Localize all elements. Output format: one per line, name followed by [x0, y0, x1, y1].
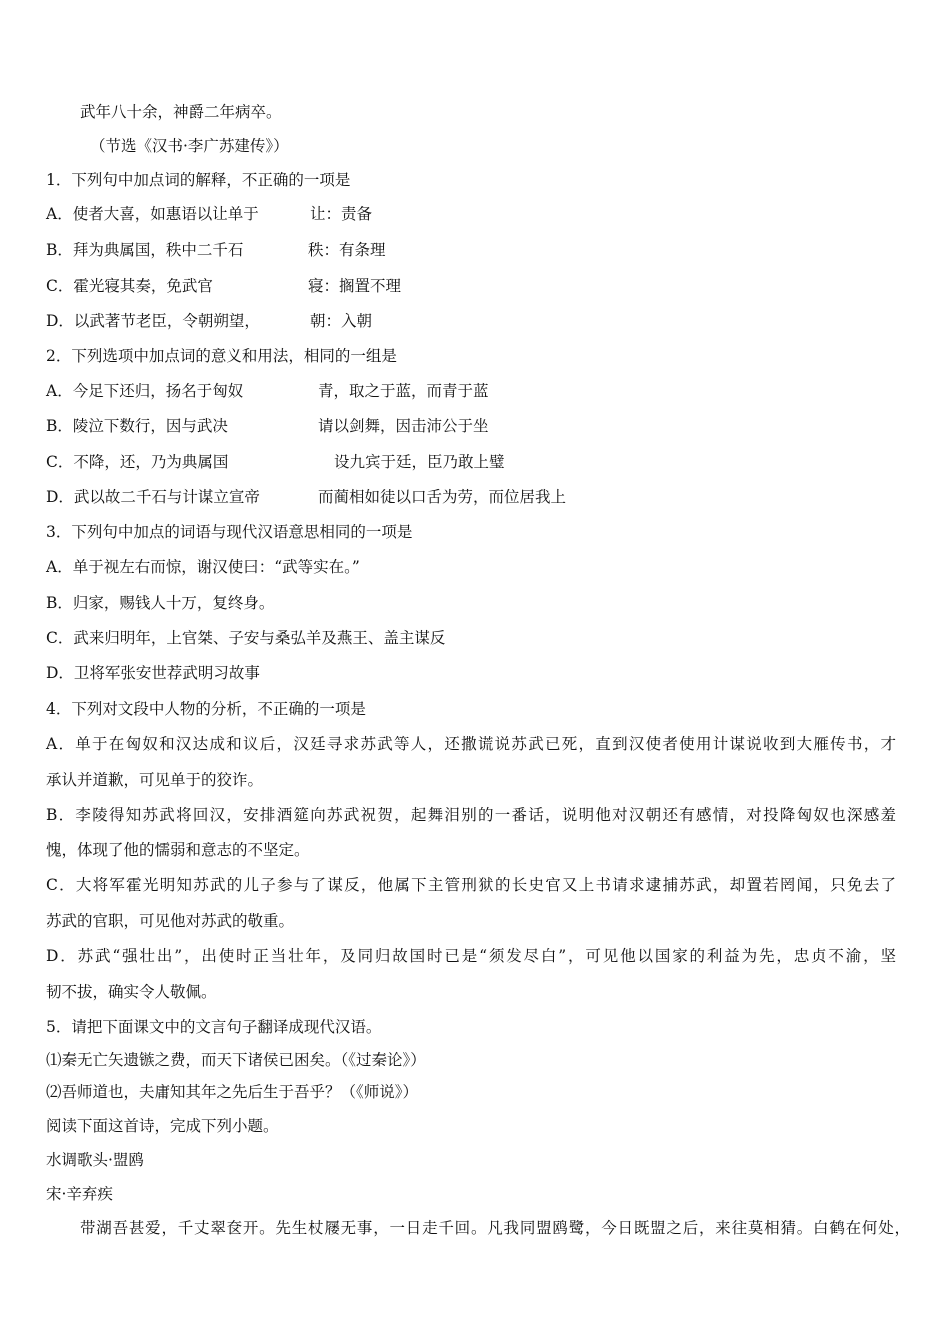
passage-source: （节选《汉书·李广苏建传》）	[90, 137, 289, 155]
q5-sentence-1: ⑴秦无亡矢遗镞之费，而天下诸侯已困矣。（《过秦论》）	[46, 1051, 426, 1069]
q2-option-c-text: C．不降，还，乃为典属国	[46, 453, 229, 471]
q3-option-d: D．卫将军张安世荐武明习故事	[46, 664, 260, 682]
q2-option-b-compare: 请以剑舞，因击沛公于坐	[318, 417, 489, 435]
question-3-stem: 3．下列句中加点的词语与现代汉语意思相同的一项是	[46, 523, 413, 541]
q1-option-c-text: C．霍光寝其奏，免武官	[46, 277, 213, 295]
q4-option-a-line-2: 承认并道歉，可见单于的狡诈。	[46, 771, 264, 789]
q2-option-b-text: B．陵泣下数行，因与武决	[46, 417, 228, 435]
poem-title: 水调歌头·盟鸥	[46, 1151, 144, 1169]
q2-option-b	[46, 416, 489, 436]
q3-option-b: B．归家，赐钱人十万，复终身。	[46, 594, 275, 612]
q2-option-a-text: A．今足下还归，扬名于匈奴	[46, 382, 244, 400]
q2-option-d-text: D．武以故二千石与计谋立宣帝	[46, 488, 260, 506]
q1-option-d-gloss: 朝：入朝	[310, 312, 373, 330]
q1-option-a-gloss: 让：责备	[310, 205, 373, 223]
q1-option-c	[46, 276, 402, 296]
q1-option-b	[46, 240, 386, 260]
q1-option-d	[46, 311, 373, 331]
q3-option-a: A．单于视左右而惊，谢汉使曰：“武等实在。”	[46, 558, 360, 576]
q2-option-c-compare: 设九宾于廷，臣乃敢上璧	[334, 453, 505, 471]
q4-option-d-line-2: 韧不拔，确实令人敬佩。	[46, 983, 217, 1001]
question-2-stem: 2．下列选项中加点词的意义和用法，相同的一组是	[46, 347, 397, 365]
passage-end-line: 武年八十余，神爵二年病卒。	[80, 103, 282, 121]
q4-option-c-line-2: 苏武的官职，可见他对苏武的敬重。	[46, 912, 295, 930]
question-5-stem: 5．请把下面课文中的文言句子翻译成现代汉语。	[46, 1018, 382, 1036]
question-4-stem: 4．下列对文段中人物的分析，不正确的一项是	[46, 700, 366, 718]
q1-option-a	[46, 204, 373, 224]
q2-option-d	[46, 487, 567, 507]
q2-option-a	[46, 381, 489, 401]
q2-option-d-compare: 而蔺相如徒以口舌为劳，而位居我上	[318, 488, 567, 506]
q2-option-c	[46, 452, 505, 472]
question-1-stem: 1．下列句中加点词的解释，不正确的一项是	[46, 171, 351, 189]
q5-sentence-2: ⑵吾师道也，夫庸知其年之先后生于吾乎？（《师说》）	[46, 1083, 419, 1101]
q1-option-b-gloss: 秩：有条理	[308, 241, 386, 259]
q1-option-c-gloss: 寝：搁置不理	[308, 277, 402, 295]
q4-option-c-line-1: C．大将军霍光明知苏武的儿子参与了谋反，他属下主管刑狱的长史官又上书请求逮捕苏武，却置若罔闻，只免去了	[46, 876, 896, 894]
q1-option-a-text: A．使者大喜，如惠语以让单于	[46, 205, 259, 223]
q4-option-d-line-1: D．苏武“强壮出”，出使时正当壮年，及同归故国时已是“须发尽白”，可见他以国家的利益为先，忠贞不渝，坚	[46, 947, 896, 965]
q4-option-b-line-1: B．李陵得知苏武将回汉，安排酒筵向苏武祝贺，起舞泪别的一番话，说明他对汉朝还有感情，对投降匈奴也深感羞	[46, 806, 896, 824]
poem-body-line-1: 带湖吾甚爱，千丈翠奁开。先生杖屦无事，一日走千回。凡我同盟鸥鹭，今日既盟之后，来往莫相猜。白鹤在何处，	[80, 1219, 910, 1237]
q1-option-d-text: D．以武著节老臣，令朝朔望，	[46, 312, 260, 330]
q1-option-b-text: B．拜为典属国，秩中二千石	[46, 241, 244, 259]
q2-option-a-compare: 青，取之于蓝，而青于蓝	[318, 382, 489, 400]
q4-option-a-line-1: A．单于在匈奴和汉达成和议后，汉廷寻求苏武等人，还撒谎说苏武已死，直到汉使者使用计谋说收到大雁传书，才	[46, 735, 896, 753]
poem-instruction: 阅读下面这首诗，完成下列小题。	[46, 1117, 279, 1135]
q4-option-b-line-2: 愧，体现了他的懦弱和意志的不坚定。	[46, 841, 310, 859]
poem-author: 宋·辛弃疾	[46, 1185, 113, 1203]
q3-option-c: C．武来归明年，上官桀、子安与桑弘羊及燕王、盖主谋反	[46, 629, 446, 647]
